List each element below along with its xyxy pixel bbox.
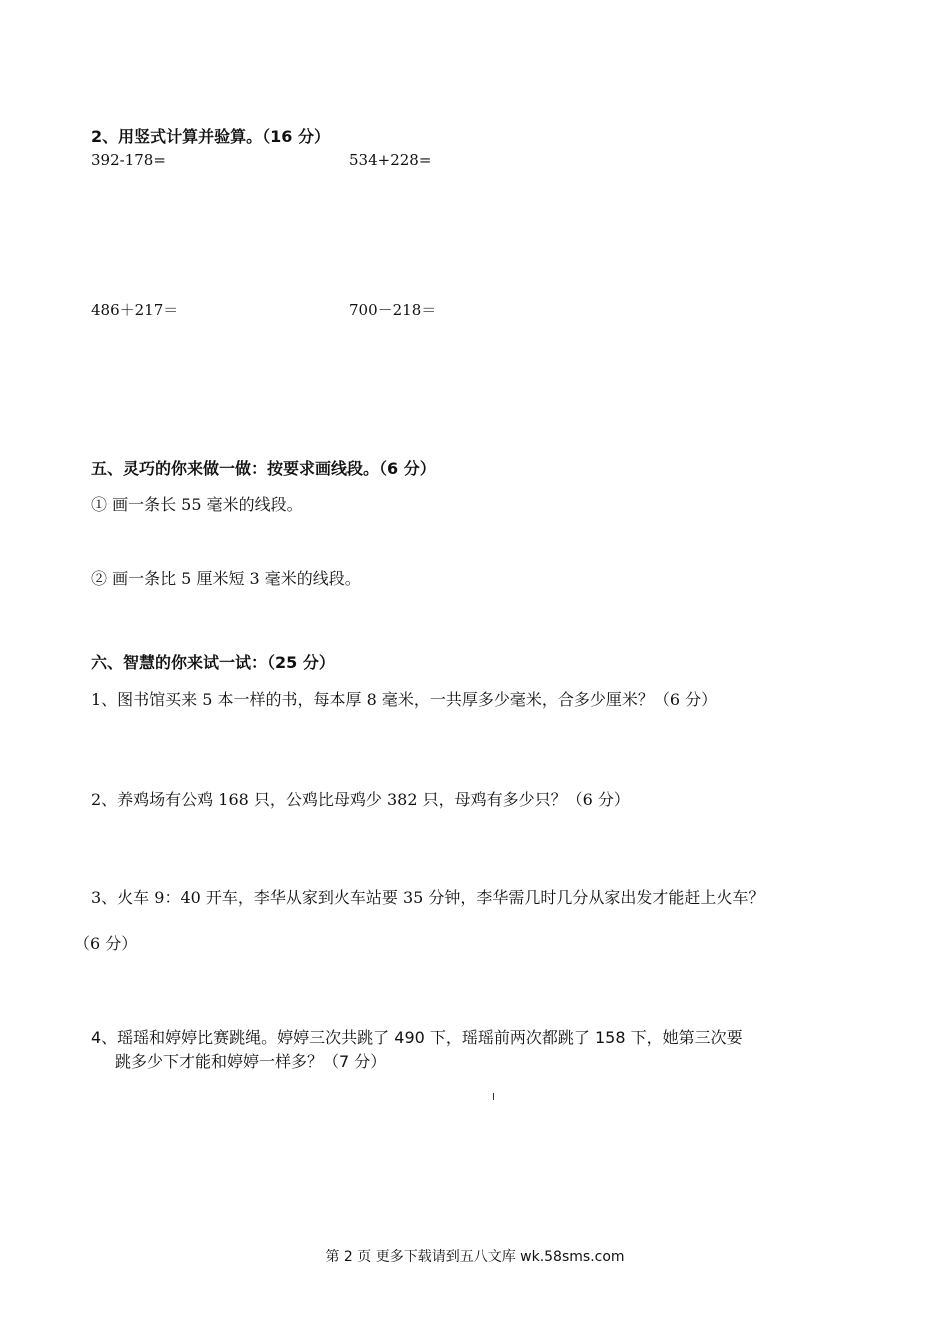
- stray-mark: [493, 1093, 494, 1100]
- section-6-title: 六、智慧的你来试一试：（25 分）: [91, 653, 335, 672]
- word-problem-3-line2: （6 分）: [74, 934, 138, 953]
- calc-problem-3: 486＋217＝: [91, 301, 179, 319]
- calc-problem-2: 534+228=: [349, 151, 432, 169]
- word-problem-4-line1: 4、瑶瑶和婷婷比赛跳绳。婷婷三次共跳了 490 下，瑶瑶前两次都跳了 158 下，她第三次要: [91, 1028, 743, 1047]
- word-problem-1: 1、图书馆买来 5 本一样的书，每本厚 8 毫米，一共厚多少毫米，合多少厘米？（6 分）: [91, 690, 718, 709]
- word-problem-4-line2: 跳多少下才能和婷婷一样多？（7 分）: [115, 1052, 387, 1071]
- word-problem-3-line1: 3、火车 9：40 开车，李华从家到火车站要 35 分钟，李华需几时几分从家出发才能赶上火车？: [91, 888, 765, 907]
- word-problem-2: 2、养鸡场有公鸡 168 只，公鸡比母鸡少 382 只，母鸡有多少只？（6 分）: [91, 790, 630, 809]
- draw-item-1: ① 画一条长 55 毫米的线段。: [91, 495, 303, 514]
- draw-item-2: ② 画一条比 5 厘米短 3 毫米的线段。: [91, 569, 361, 588]
- calc-question-title: 2、用竖式计算并验算。（16 分）: [91, 127, 330, 146]
- calc-problem-4: 700－218＝: [349, 301, 437, 319]
- section-5-title: 五、灵巧的你来做一做：按要求画线段。（6 分）: [91, 459, 436, 478]
- page-footer: 第 2 页 更多下载请到五八文库 wk.58sms.com: [325, 1249, 625, 1265]
- calc-problem-1: 392-178=: [91, 151, 166, 169]
